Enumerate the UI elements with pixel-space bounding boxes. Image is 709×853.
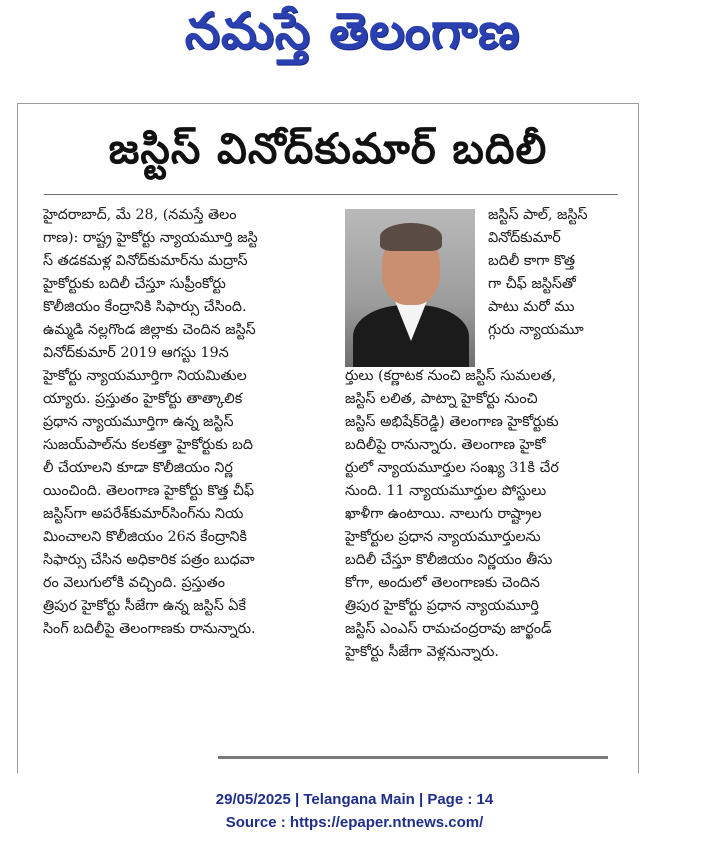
news-clipping — [17, 103, 639, 773]
judge-photo — [345, 209, 475, 367]
article-end-rule — [218, 756, 608, 759]
article-left-column: హైదరాబాద్, మే 28, (నమస్తే తెలం గాణ): రాష్ట్ర హైకోర్టు న్యాయమూర్తి జస్టి స్ తడకమళ్ల వినోద్‌కుమార్‌ను మద్రాస్ హైకోర్టుకు బదిలీ చేస్తూ సుప్రీంకోర్టు కొలీజియం కేంద్రానికి సిఫార్సు చేసింది. ఉమ్మడి నల్లగొండ జిల్లాకు చెందిన జస్టిస్ వినోద్‌కుమార్ 2019 ఆగస్టు 19న హైకోర్టు న్యాయమూర్తిగా నియమితుల య్యారు. ప్రస్తుతం హైకోర్టు తాత్కాలిక ప్రధాన న్యాయమూర్తిగా ఉన్న జస్టిస్ సుజయ్‌పాల్‌ను కలకత్తా హైకోర్టుకు బది లీ చేయాలని కూడా కొలీజియం నిర్ణ యించింది. తెలంగాణ హైకోర్టు కొత్త చీఫ్ జస్టిస్‌గా అపరేశ్‌కుమార్‌సింగ్‌ను నియ మించాలని కొలీజియం 26న కేంద్రానికి సిఫార్సు చేసిన అధికారిక పత్రం బుధవా రం వెలుగులోకి వచ్చింది. ప్రస్తుతం త్రిపుర హైకోర్టు సీజేగా ఉన్న జస్టిస్ ఏకే సింగ్ బదిలీపై తెలంగాణకు రానున్నారు. — [43, 207, 258, 637]
footer-source-link[interactable]: Source : https://epaper.ntnews.com/ — [225, 814, 484, 831]
article-right-column-bottom: ర్తులు (కర్ణాటక నుంచి జస్టిస్ సుమలత, జస్టిస్ లలిత, పాట్నా హైకోర్టు నుంచి జస్టిస్ అభిషేక్‌రెడ్డి) తెలంగాణ హైకోర్టుకు బదిలీపై రానున్నారు. తెలంగాణ హైకో ర్టులో న్యాయమూర్తుల సంఖ్య 31కి చేర నుంది. 11 న్యాయమూర్తుల పోస్టులు ఖాళీగా ఉంటాయి. నాలుగు రాష్ట్రాల హైకోర్టుల ప్రధాన న్యాయమూర్తులను బదిలీ చేస్తూ కొలీజియం నిర్ణయం తీసు కోగా, అందులో తెలంగాణకు చెందిన త్రిపుర హైకోర్టు ప్రధాన న్యాయమూర్తి జస్టిస్ ఎంఎస్ రామచంద్రరావు జార్ఖండ్ హైకోర్టు సీజేగా వెళ్లనున్నారు. — [345, 368, 559, 660]
newspaper-masthead: నమస్తే తెలంగాణ — [184, 1, 521, 60]
photo-hair-shape — [380, 223, 442, 251]
article-headline: జస్టిస్ వినోద్‌కుమార్ బదిలీ — [108, 124, 548, 173]
article-right-column-top: జస్టిస్ పాల్, జస్టిస్ వినోద్‌కుమార్ బదిలీ కాగా కొత్త గా చీఫ్ జస్టిస్‌తో పాటు మరో ము గ్గురు న్యాయమూ — [488, 207, 588, 338]
headline-divider — [44, 194, 618, 195]
footer-date-edition: 29/05/2025 | Telangana Main | Page : 14 — [215, 791, 494, 808]
